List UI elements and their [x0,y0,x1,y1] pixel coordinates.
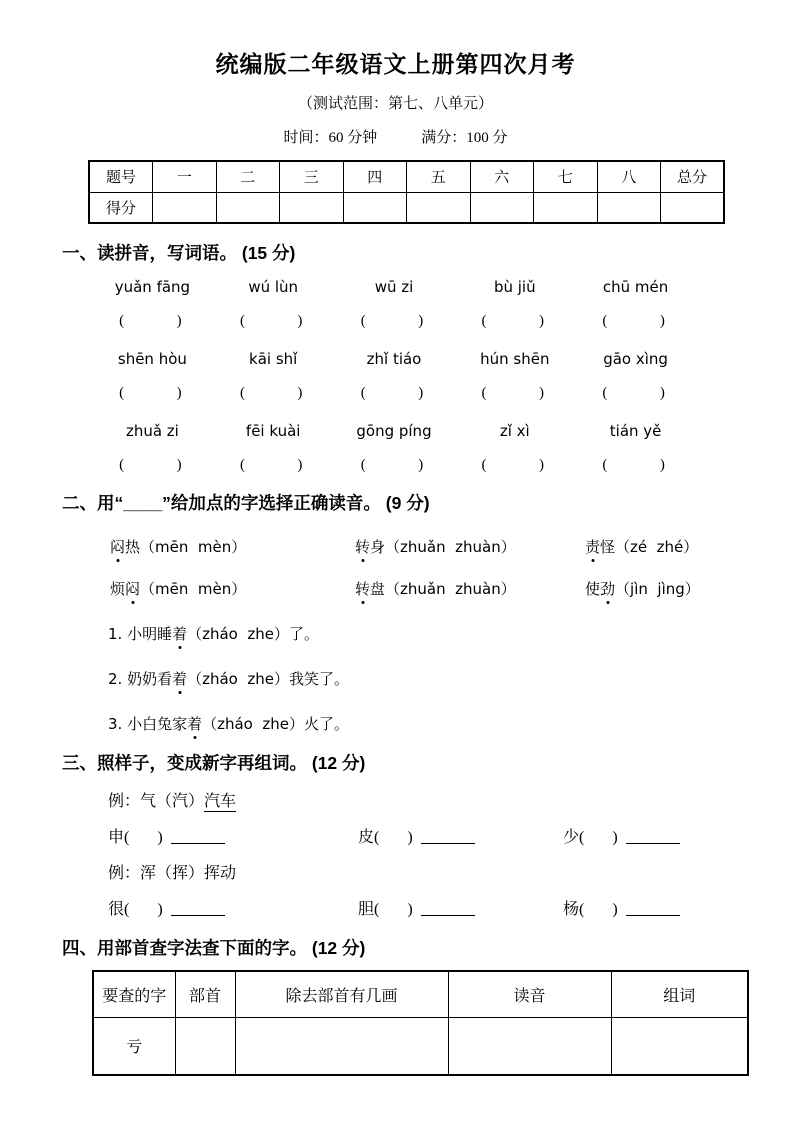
answer-blank [626,904,680,916]
base-char: 申 [108,829,125,846]
exam-meta [62,126,729,147]
pinyin-word: shēn hòu [117,350,187,368]
lookup-answer-cell [448,1017,611,1075]
answer-parens: ( ) [360,385,424,401]
word-build-item [358,824,563,847]
word-build-item [108,824,358,847]
sentence-3: 3. 小白兔家着（zháo zhe）火了。 [108,715,350,733]
score-row-label: 得分 [89,192,153,223]
section3-heading: 三、照样子，变成新字再组词。 (12 分) [62,753,366,773]
pinyin-word: chū mén [602,278,669,296]
pinyin-word: gāo xìng [603,350,668,368]
example-line-2: 例：浑（挥）挥动 [108,865,237,882]
dotted-char: 转 [355,580,371,598]
answer-blank [171,832,225,844]
answer-parens: ( ) [374,901,413,918]
lookup-header-char: 要查的字 [93,971,175,1017]
section1-heading: 一、读拼音，写词语。 (15 分) [62,243,296,263]
pinyin-word: yuǎn fāng [114,278,191,296]
dotted-char: 责 [585,538,601,556]
phonetic-choice-row-2 [110,578,729,599]
base-char: 少 [563,829,580,846]
time-limit: 时间：60 分钟 [283,130,378,146]
lookup-header-pronunciation: 读音 [448,971,611,1017]
lookup-answer-cell [235,1017,448,1075]
score-col-total: 总分 [661,161,725,192]
phonetic-choice: 烦闷（mēn mèn） [110,580,247,598]
answer-blank [171,904,225,916]
score-col-6: 六 [470,161,534,192]
phonetic-choice: 使劲（jìn jìng） [585,580,700,598]
score-cell [280,192,344,223]
section4-heading: 四、用部首查字法查下面的字。 (12 分) [62,938,366,958]
score-col-7: 七 [534,161,598,192]
word-build-item [563,824,729,847]
score-cell [407,192,471,223]
lookup-header-word: 组词 [611,971,748,1017]
score-table-header-row [89,161,724,192]
answer-parens: ( ) [239,313,303,329]
lookup-header-strokes: 除去部首有几画 [235,971,448,1017]
word-build-item [563,896,729,919]
pinyin-row-2 [92,350,696,368]
answer-parens: ( ) [481,457,545,473]
dotted-char: 着 [172,625,188,643]
sentence-2: 2. 奶奶看着（zháo zhe）我笑了。 [108,670,350,688]
lookup-table-data-row [93,1017,748,1075]
answer-parens: ( ) [119,457,182,473]
answer-parens: ( ) [119,313,182,329]
answer-parens: ( ) [481,313,545,329]
answer-parens: ( ) [602,385,665,401]
answer-parens: ( ) [239,385,303,401]
pinyin-row-1 [92,278,696,296]
answer-parens: ( ) [374,829,413,846]
answer-paren-row-3 [90,457,694,474]
answer-parens: ( ) [119,385,182,401]
answer-parens: ( ) [239,457,303,473]
pinyin-word: kāi shǐ [249,350,298,368]
dotted-char: 闷 [110,538,126,556]
sentence-1: 1. 小明睡着（zháo zhe）了。 [108,625,320,643]
score-table-corner: 题号 [89,161,153,192]
full-score: 满分：100 分 [421,130,508,146]
base-char: 胆 [358,901,375,918]
score-cell [661,192,725,223]
base-char: 杨 [563,901,580,918]
underlined-example-word: 汽车 [204,793,237,810]
score-col-4: 四 [343,161,407,192]
score-cell [343,192,407,223]
page-title: 统编版二年级语文上册第四次月考 [215,51,576,77]
answer-parens: ( ) [360,457,424,473]
pinyin-word: tián yě [609,422,662,440]
phonetic-choice: 转盘（zhuǎn zhuàn） [355,580,516,598]
score-col-2: 二 [216,161,280,192]
answer-paren-row-2 [90,385,694,402]
score-cell [534,192,598,223]
score-col-3: 三 [280,161,344,192]
answer-parens: ( ) [124,829,163,846]
pinyin-word: zǐ xì [499,422,530,440]
phonetic-choice: 闷热（mēn mèn） [110,538,247,556]
phonetic-choice: 转身（zhuǎn zhuàn） [355,538,516,556]
pinyin-word: hún shēn [480,350,550,368]
score-cell [216,192,280,223]
lookup-header-radical: 部首 [175,971,235,1017]
radical-lookup-table [92,970,749,1076]
answer-parens: ( ) [602,313,665,329]
score-table-score-row [89,192,724,223]
base-char: 很 [108,901,125,918]
dotted-char: 劲 [600,580,616,598]
score-cell [597,192,661,223]
lookup-table-header-row [93,971,748,1017]
pinyin-word: gōng píng [356,422,432,440]
answer-parens: ( ) [481,385,545,401]
pinyin-row-3 [92,422,696,440]
answer-blank [421,904,475,916]
answer-parens: ( ) [579,829,618,846]
base-char: 皮 [358,829,375,846]
answer-blank [626,832,680,844]
pinyin-word: wū zi [374,278,414,296]
score-cell [153,192,217,223]
answer-parens: ( ) [360,313,424,329]
score-table [88,160,725,224]
exam-scope: （测试范围：第七、八单元） [297,96,493,112]
pinyin-word: zhuǎ zi [125,422,179,440]
score-col-8: 八 [597,161,661,192]
dotted-char: 着 [172,670,188,688]
answer-blank [421,832,475,844]
answer-paren-row-1 [90,313,694,330]
answer-parens: ( ) [579,901,618,918]
dotted-char: 着 [187,715,203,733]
lookup-answer-cell [175,1017,235,1075]
pinyin-word: zhǐ tiáo [366,350,422,368]
section2-heading: 二、用“____”给加点的字选择正确读音。 (9 分) [62,493,430,513]
pinyin-word: wú lùn [248,278,299,296]
pinyin-word: fēi kuài [245,422,301,440]
example-line-1: 例：气（汽）汽车 [108,793,237,810]
word-build-item [358,896,563,919]
word-build-row-2 [108,896,729,919]
dotted-char: 转 [355,538,371,556]
dotted-char: 闷 [125,580,141,598]
score-col-5: 五 [407,161,471,192]
phonetic-choice-row-1 [110,536,729,557]
pinyin-word: bù jiǔ [493,278,536,296]
word-build-row-1 [108,824,729,847]
lookup-answer-cell [611,1017,748,1075]
score-cell [470,192,534,223]
lookup-char: 亏 [93,1017,175,1075]
phonetic-choice: 责怪（zé zhé） [585,538,699,556]
word-build-item [108,896,358,919]
answer-parens: ( ) [124,901,163,918]
answer-parens: ( ) [602,457,665,473]
score-col-1: 一 [153,161,217,192]
